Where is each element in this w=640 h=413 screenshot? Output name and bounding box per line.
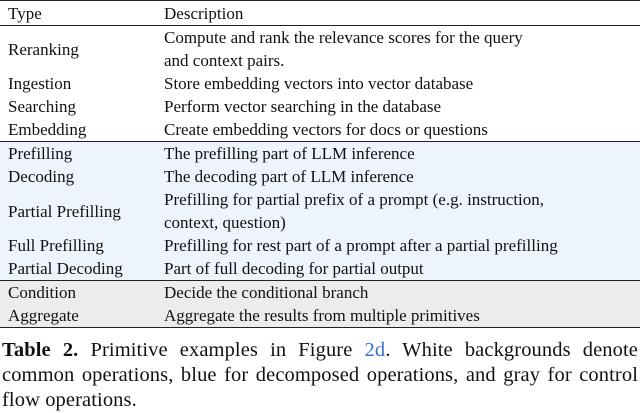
row-type-cell: Ingestion xyxy=(0,72,160,95)
row-type-cell: Aggregate xyxy=(0,304,160,328)
row-type-cell: Prefilling xyxy=(0,142,160,166)
row-type-cell: Partial Prefilling xyxy=(0,188,160,234)
row-type-cell: Full Prefilling xyxy=(0,234,160,257)
description-line: Compute and rank the relevance scores for the query xyxy=(164,28,523,47)
row-description-cell xyxy=(160,95,640,118)
description-line: Store embedding vectors into vector database xyxy=(164,74,474,93)
table-row xyxy=(0,304,640,328)
row-description-cell xyxy=(160,26,640,73)
row-description-cell xyxy=(160,165,640,188)
caption-text-after: . White backgrounds denote common operations, blue for decomposed operations, and gray for control flow operations. xyxy=(2,339,639,411)
row-description-cell xyxy=(160,142,640,166)
description-line: Aggregate the results from multiple primitives xyxy=(164,306,480,325)
table-row xyxy=(0,234,640,257)
row-description-cell xyxy=(160,188,640,234)
header-type: Type xyxy=(8,3,42,23)
description-line: Create embedding vectors for docs or questions xyxy=(164,120,488,139)
row-description-cell xyxy=(160,118,640,142)
description-line: Prefilling for rest part of a prompt after a partial prefilling xyxy=(164,236,558,255)
description-line: The decoding part of LLM inference xyxy=(164,167,414,186)
table-body xyxy=(0,26,640,328)
row-description-cell xyxy=(160,281,640,305)
row-description-cell xyxy=(160,257,640,281)
table-row xyxy=(0,72,640,95)
table-header-row xyxy=(0,1,640,26)
figure-reference-link[interactable]: 2d xyxy=(364,339,386,361)
row-description-cell xyxy=(160,72,640,95)
table-row xyxy=(0,142,640,166)
description-line: Part of full decoding for partial output xyxy=(164,259,424,278)
row-type-cell: Embedding xyxy=(0,118,160,142)
row-type-cell: Decoding xyxy=(0,165,160,188)
row-type-cell: Searching xyxy=(0,95,160,118)
description-line: context, question) xyxy=(164,213,286,232)
table-row xyxy=(0,95,640,118)
table-row xyxy=(0,257,640,281)
header-description: Description xyxy=(164,3,244,23)
table-row xyxy=(0,165,640,188)
row-type-cell: Condition xyxy=(0,281,160,305)
row-description-cell xyxy=(160,234,640,257)
description-line: Decide the conditional branch xyxy=(164,283,369,302)
table-row xyxy=(0,188,640,234)
description-line: and context pairs. xyxy=(164,51,285,70)
row-type-cell: Reranking xyxy=(0,26,160,73)
row-description-cell xyxy=(160,304,640,328)
table-row xyxy=(0,281,640,305)
description-line: Prefilling for partial prefix of a prompt (e.g. instruction, xyxy=(164,190,545,209)
table-caption xyxy=(2,338,638,413)
caption-text-before: Primitive examples in Figure xyxy=(78,339,365,361)
description-line: Perform vector searching in the database xyxy=(164,97,442,116)
description-line: The prefilling part of LLM inference xyxy=(164,144,415,163)
row-type-cell: Partial Decoding xyxy=(0,257,160,281)
caption-label: Table 2. xyxy=(2,339,79,361)
table-row xyxy=(0,26,640,73)
table-row xyxy=(0,118,640,142)
